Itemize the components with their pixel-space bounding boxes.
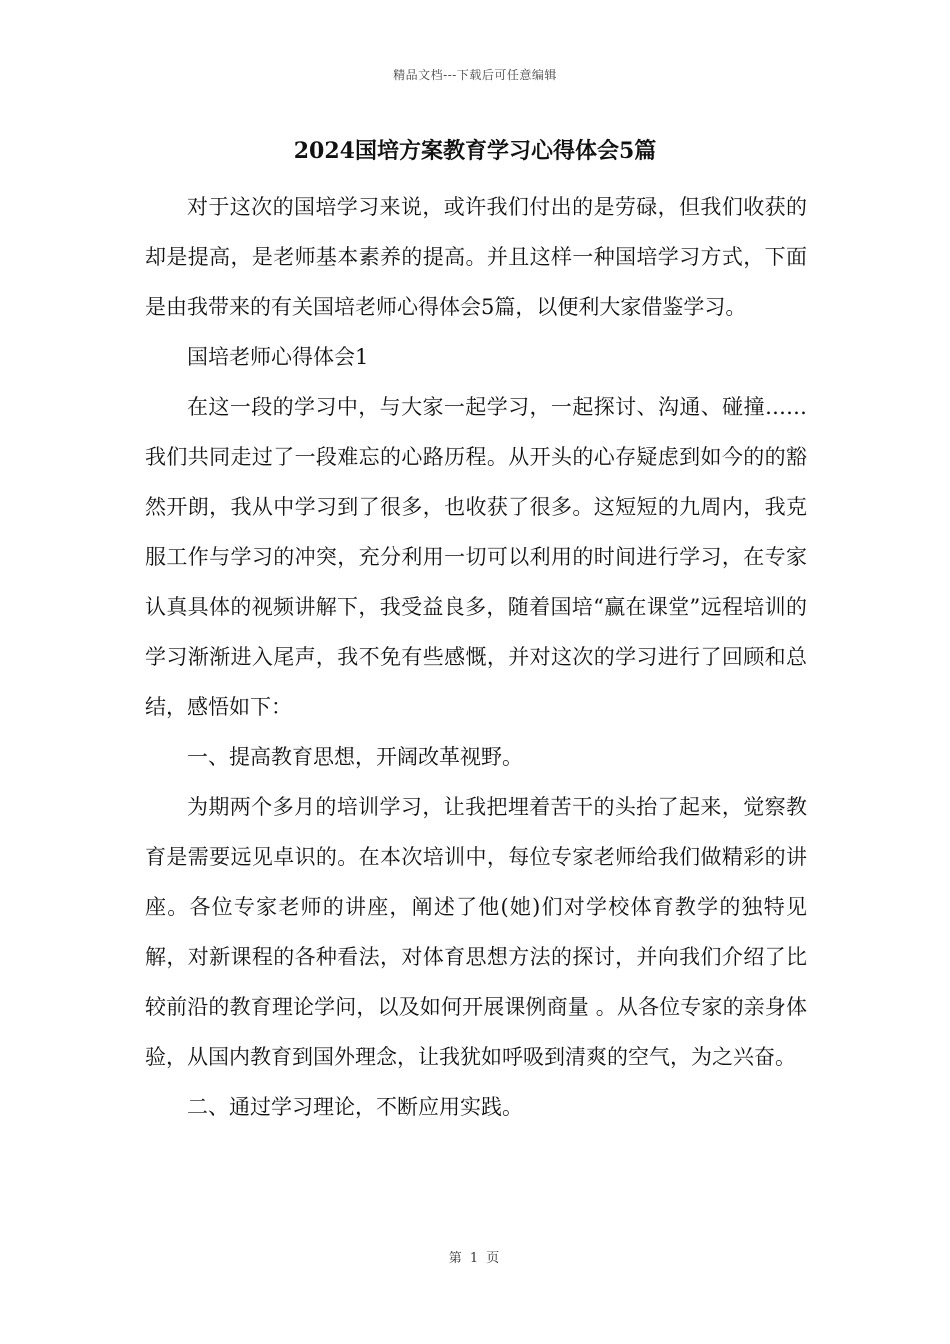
page-number: 第 1 页	[448, 1251, 502, 1266]
section-heading-1: 国培老师心得体会1	[187, 345, 369, 369]
document-body	[145, 182, 807, 1132]
subheading-1: 一、提高教育思想，开阔改革视野。	[187, 745, 523, 769]
subheading-2: 二、通过学习理论，不断应用实践。	[187, 1095, 523, 1119]
page-header-note: 精品文档---下载后可任意编辑	[393, 68, 557, 82]
paragraph-intro: 对于这次的国培学习来说，或许我们付出的是劳碌，但我们收获的却是提高，是老师基本素养的提高。并且这样一种国培学习方式，下面是由我带来的有关国培老师心得体会5篇，以便利大家借鉴学习。	[145, 195, 807, 319]
document-title: 2024国培方案教育学习心得体会5篇	[293, 138, 657, 164]
paragraph-reflection: 在这一段的学习中，与大家一起学习，一起探讨、沟通、碰撞……我们共同走过了一段难忘的心路历程。从开头的心存疑虑到如今的的豁然开朗，我从中学习到了很多，也收获了很多。这短短的九周内，我克服工作与学习的冲突，充分利用一切可以利用的时间进行学习，在专家认真具体的视频讲解下，我受益良多，随着国培“赢在课堂”远程培训的学习渐渐进入尾声，我不免有些感慨，并对这次的学习进行了回顾和总结，感悟如下：	[145, 395, 807, 719]
paragraph-training: 为期两个多月的培训学习，让我把埋着苦干的头抬了起来，觉察教育是需要远见卓识的。在本次培训中，每位专家老师给我们做精彩的讲座。各位专家老师的讲座，阐述了他(她)们对学校体育教学的独特见解，对新课程的各种看法，对体育思想方法的探讨，并向我们介绍了比较前沿的教育理论学问，以及如何开展课例商量 。从各位专家的亲身体验，从国内教育到国外理念，让我犹如呼吸到清爽的空气，为之兴奋。	[145, 795, 807, 1069]
